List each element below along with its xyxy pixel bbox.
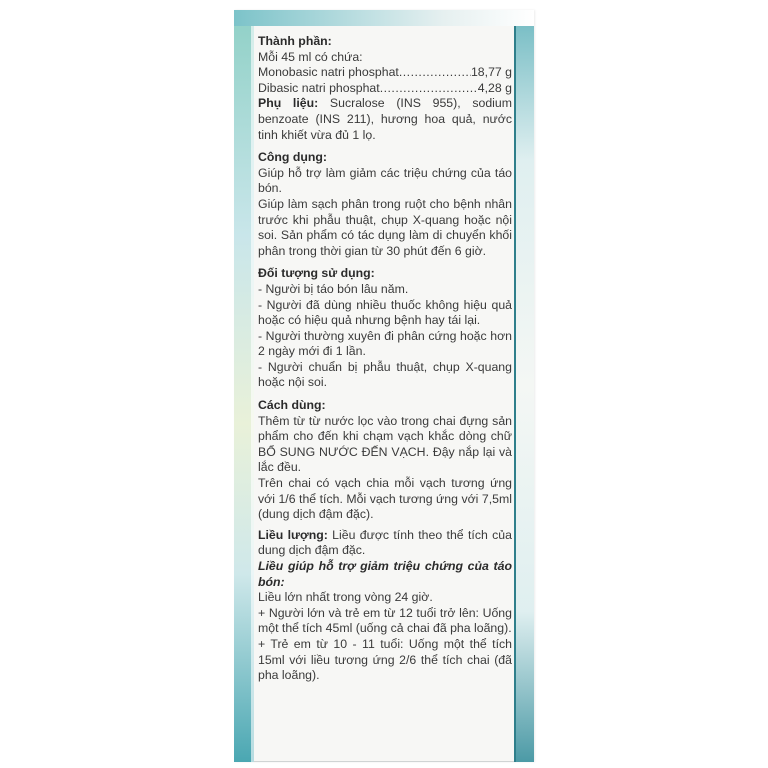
dosage-paragraph	[258, 528, 512, 559]
usage-heading: Cách dùng:	[258, 398, 326, 413]
ingredients-heading: Thành phần:	[258, 34, 332, 48]
dosage-item: + Trẻ em từ 10 - 11 tuổi: Uống một thể tích 15ml với liều tương ứng 2/6 thể tích chai (đã pha loãng).	[258, 636, 512, 683]
ingredient-amount: 18,77 g	[470, 65, 512, 80]
target-heading: Đối tượng sử dụng:	[258, 266, 375, 281]
uses-paragraph: Giúp hỗ trợ làm giảm các triệu chứng của táo bón.	[258, 165, 512, 196]
usage-paragraph: Trên chai có vạch chia mỗi vạch tương ứng với 1/6 thể tích. Mỗi vạch tương ứng với 7,5ml (dung dịch đậm đặc).	[258, 476, 512, 522]
ingredient-row	[258, 81, 512, 97]
target-item: - Người bị táo bón lâu năm.	[258, 281, 409, 296]
dosage-label: Liều lượng:	[258, 527, 328, 542]
box-top-band	[234, 10, 534, 26]
excipients-paragraph	[258, 96, 512, 143]
ingredient-name: Monobasic natri phosphat	[258, 65, 399, 80]
target-item: - Người thường xuyên đi phân cứng hoặc hơn 2 ngày mới đi 1 lần.	[258, 328, 512, 359]
target-item: - Người chuẩn bị phẫu thuật, chụp X-quang hoặc nội soi.	[258, 359, 512, 390]
uses-paragraph: Giúp làm sạch phân trong ruột cho bệnh nhân trước khi phẫu thuật, chụp X-quang hoặc nội soi. Sản phẩm có tác dụng làm di chuyển khối phân trong thời gian từ 30 phút đến 6 giờ.	[258, 196, 512, 258]
target-item: - Người đã dùng nhiều thuốc không hiệu quả hoặc có hiệu quả nhưng bệnh hay tái lại.	[258, 297, 512, 328]
label-text-panel	[258, 34, 512, 684]
ingredient-row	[258, 65, 512, 81]
uses-heading: Công dụng:	[258, 150, 327, 165]
ingredient-name: Dibasic natri phosphat	[258, 80, 380, 95]
dosage-item: + Người lớn và trẻ em từ 12 tuổi trở lên: Uống một thể tích 45ml (uống cả chai đã pha loãng).	[258, 605, 512, 636]
ingredient-amount: 4,28 g	[477, 80, 512, 95]
usage-paragraph: Thêm từ từ nước lọc vào trong chai đựng sản phẩm cho đến khi chạm vạch khắc dòng chữ BỔ SUNG NƯỚC ĐẾN VẠCH. Đậy nắp lại và lắc đều.	[258, 413, 512, 475]
dosage-item: Liều lớn nhất trong vòng 24 giờ.	[258, 590, 433, 605]
dosage-subheading: Liều giúp hỗ trợ giảm triệu chứng của táo bón:	[258, 559, 512, 589]
leader-dots	[399, 65, 471, 81]
leader-dots	[380, 81, 478, 97]
ingredients-intro: Mỗi 45 ml có chứa:	[258, 49, 363, 64]
excipients-text: Sucralose (INS 955), sodium benzoate (INS 211), hương hoa quả, nước tinh khiết vừa đủ 1 lọ.	[258, 96, 512, 142]
box-right-edge-artwork	[514, 10, 534, 762]
excipients-label: Phụ liệu:	[258, 96, 319, 111]
dosage-text: Liều được tính theo thể tích của dung dịch đậm đặc.	[258, 527, 512, 558]
box-left-edge-artwork	[234, 10, 254, 762]
